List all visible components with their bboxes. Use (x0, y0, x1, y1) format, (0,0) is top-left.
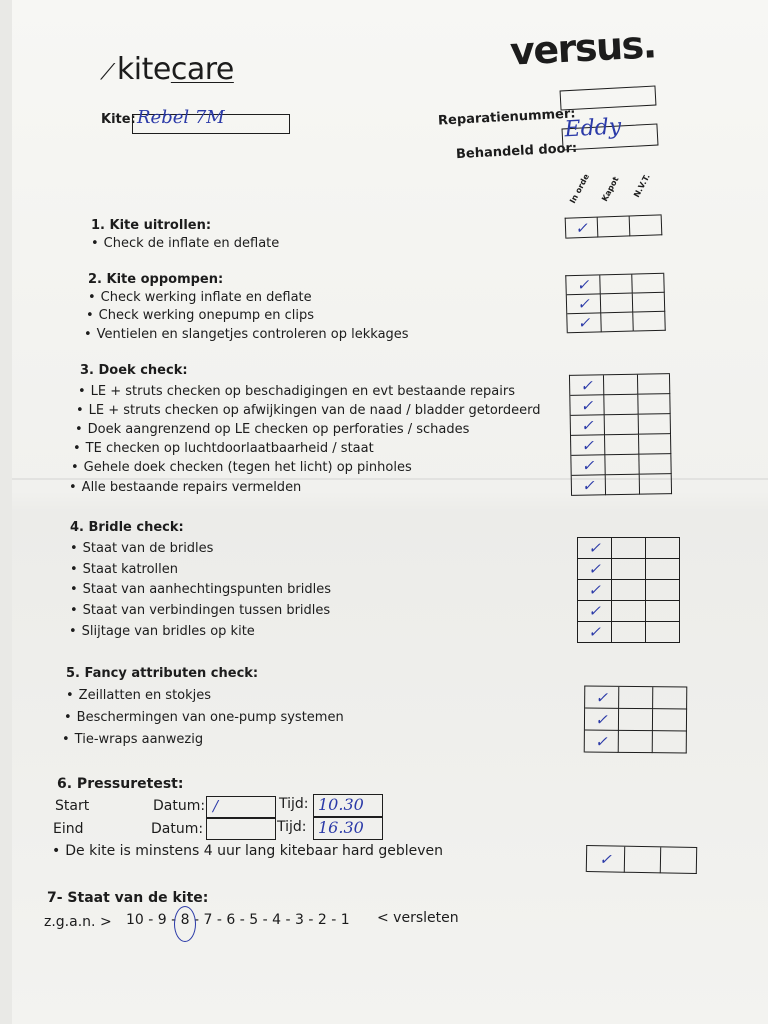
staat-left-label: z.g.a.n. > (44, 914, 112, 930)
check-cell[interactable] (639, 434, 671, 455)
section-5-item: • Beschermingen van one-pump systemen (64, 710, 344, 725)
section-3-item: • LE + struts checken op afwijkingen van de naad / bladder getordeerd (76, 403, 541, 418)
section-3-item: • TE checken op luchtdoorlaatbaarheid / staat (73, 441, 374, 456)
check-cell[interactable] (653, 709, 687, 731)
section-3-item: • Alle bestaande repairs vermelden (69, 480, 301, 495)
start-label: Start (55, 798, 90, 814)
check-cell[interactable] (612, 538, 646, 559)
check-cell[interactable]: ✓ (585, 687, 619, 709)
section-2-item: • Check werking onepump en clips (86, 308, 314, 323)
check-cell[interactable]: ✓ (578, 601, 612, 622)
check-cell[interactable] (619, 709, 653, 731)
staat-right-label: < versleten (377, 910, 459, 926)
check-cell[interactable]: ✓ (571, 415, 605, 436)
reparatienummer-label: Reparatienummer: (437, 106, 576, 129)
section-3-item: • LE + struts checken op beschadigingen en evt bestaande repairs (78, 384, 515, 399)
check-cell[interactable] (646, 538, 680, 559)
behandeld-value: Eddy (563, 114, 622, 143)
section-3-title: 3. Doek check: (80, 363, 188, 378)
section-2-grid (565, 273, 665, 334)
check-cell[interactable] (646, 559, 680, 580)
scale-value[interactable]: 9 (157, 912, 167, 928)
scale-value[interactable]: 4 (272, 912, 282, 928)
behandeld-label: Behandeld door: (455, 140, 578, 163)
check-cell[interactable]: ✓ (570, 375, 604, 396)
check-cell[interactable] (605, 455, 639, 476)
check-cell[interactable] (612, 559, 646, 580)
check-cell[interactable] (612, 580, 646, 601)
scale-value[interactable]: 6 (226, 912, 236, 928)
staat-title: 7- Staat van de kite: (47, 890, 209, 906)
check-cell[interactable] (639, 454, 671, 475)
scale-value[interactable]: 2 (317, 912, 327, 928)
check-cell[interactable] (604, 395, 638, 416)
scale-value[interactable]: 1 (340, 912, 350, 928)
check-cell[interactable]: ✓ (566, 218, 599, 239)
check-cell[interactable] (604, 375, 638, 396)
check-cell[interactable]: ✓ (578, 538, 612, 559)
selected-rating-circle (174, 906, 196, 942)
col-header-nvt: N.V.T. (632, 172, 652, 199)
check-cell[interactable]: ✓ (578, 559, 612, 580)
check-cell[interactable] (632, 274, 664, 294)
kite-label: Kite: (101, 112, 136, 127)
check-cell[interactable] (633, 293, 665, 313)
section-5-grid (584, 686, 688, 754)
check-cell[interactable]: ✓ (585, 709, 619, 731)
versus-logo: versus. (508, 22, 657, 74)
kite-icon: ⟋ (100, 60, 115, 85)
check-cell[interactable] (638, 394, 670, 415)
check-cell[interactable] (612, 622, 646, 643)
check-cell[interactable] (600, 275, 632, 295)
kitecare-logo (100, 52, 234, 87)
check-cell[interactable] (619, 687, 653, 709)
col-header-kapot: Kapot (600, 175, 621, 203)
check-cell[interactable] (661, 847, 697, 874)
start-tijd-field[interactable] (313, 794, 383, 817)
check-cell[interactable] (646, 580, 680, 601)
check-cell[interactable]: ✓ (570, 395, 604, 416)
check-cell[interactable] (633, 312, 665, 332)
kite-field[interactable] (132, 107, 290, 134)
check-cell[interactable] (598, 216, 631, 237)
eind-label: Eind (53, 821, 84, 837)
section-4-item: • Staat van aanhechtingspunten bridles (70, 582, 331, 597)
check-cell[interactable]: ✓ (567, 313, 601, 333)
scale-value[interactable]: 5 (249, 912, 259, 928)
check-cell[interactable] (639, 414, 671, 435)
scale-value[interactable]: 7 (203, 912, 213, 928)
check-cell[interactable]: ✓ (571, 455, 605, 476)
check-cell[interactable] (605, 415, 639, 436)
logo-kite-text: kite (116, 52, 171, 87)
section-2-item: • Check werking inflate en deflate (88, 290, 312, 305)
check-cell[interactable] (612, 601, 646, 622)
eind-tijd-label: Tijd: (277, 819, 307, 835)
check-cell[interactable] (638, 374, 670, 395)
pressure-note: • De kite is minstens 4 uur lang kitebaar hard gebleven (52, 843, 443, 859)
check-cell[interactable] (646, 601, 680, 622)
check-cell[interactable] (646, 622, 680, 643)
section-5-item: • Tie-wraps aanwezig (62, 732, 203, 747)
check-cell[interactable]: ✓ (585, 731, 619, 753)
check-cell[interactable]: ✓ (571, 435, 605, 456)
start-datum-label: Datum: (153, 798, 206, 814)
section-3-item: • Gehele doek checken (tegen het licht) op pinholes (71, 460, 412, 475)
check-cell[interactable] (653, 731, 687, 753)
check-cell[interactable] (605, 435, 639, 456)
section-1-item: • Check de inflate en deflate (91, 236, 279, 251)
check-cell[interactable] (601, 294, 633, 314)
check-cell[interactable] (601, 313, 633, 333)
check-cell[interactable] (630, 215, 663, 236)
staat-scale: 10 - 9 - 8 - 7 - 6 - 5 - 4 - 3 - 2 - 1 (126, 912, 350, 928)
section-4-grid (577, 537, 680, 643)
section-4-item: • Slijtage van bridles op kite (69, 624, 255, 639)
section-2-title: 2. Kite oppompen: (88, 272, 224, 287)
section-4-item: • Staat van de bridles (70, 541, 213, 556)
check-cell[interactable] (606, 475, 640, 496)
col-header-in-orde: In orde (568, 172, 592, 205)
eind-datum-label: Datum: (151, 821, 204, 837)
start-tijd-label: Tijd: (279, 796, 309, 812)
scale-value-selected[interactable]: 8 (180, 912, 190, 928)
check-cell[interactable]: ✓ (587, 846, 625, 873)
section-3-item: • Doek aangrenzend op LE checken op perforaties / schades (75, 422, 469, 437)
check-cell[interactable]: ✓ (578, 580, 612, 601)
kite-value: Rebel 7M (137, 107, 225, 128)
scale-value[interactable]: 10 (126, 912, 144, 928)
eind-tijd-value: 16.30 (318, 818, 364, 837)
check-cell[interactable]: ✓ (567, 294, 601, 314)
check-cell[interactable]: ✓ (578, 622, 612, 643)
check-cell[interactable]: ✓ (572, 475, 606, 496)
pressure-title: 6. Pressuretest: (57, 776, 184, 792)
section-5-title: 5. Fancy attributen check: (66, 666, 259, 681)
start-datum-field[interactable] (206, 796, 276, 818)
eind-datum-field[interactable] (206, 818, 276, 840)
section-5-item: • Zeillatten en stokjes (66, 688, 211, 703)
pressure-grid (586, 845, 697, 874)
scale-value[interactable]: 3 (295, 912, 304, 928)
section-1-grid (565, 214, 663, 238)
section-2-item: • Ventielen en slangetjes controleren op lekkages (84, 327, 409, 342)
check-cell[interactable]: ✓ (566, 275, 600, 295)
check-cell[interactable] (625, 847, 661, 874)
start-tijd-value: 10.30 (318, 795, 364, 814)
eind-tijd-field[interactable] (313, 817, 383, 840)
check-cell[interactable] (619, 731, 653, 753)
section-1-title: 1. Kite uitrollen: (91, 218, 212, 233)
check-cell[interactable] (640, 474, 672, 495)
start-datum-value: / (213, 797, 219, 815)
section-4-item: • Staat katrollen (70, 562, 178, 577)
check-cell[interactable] (653, 687, 687, 709)
section-4-title: 4. Bridle check: (70, 520, 184, 535)
logo-care-text: care (170, 52, 234, 87)
section-4-item: • Staat van verbindingen tussen bridles (70, 603, 330, 618)
section-3-grid (569, 373, 672, 496)
